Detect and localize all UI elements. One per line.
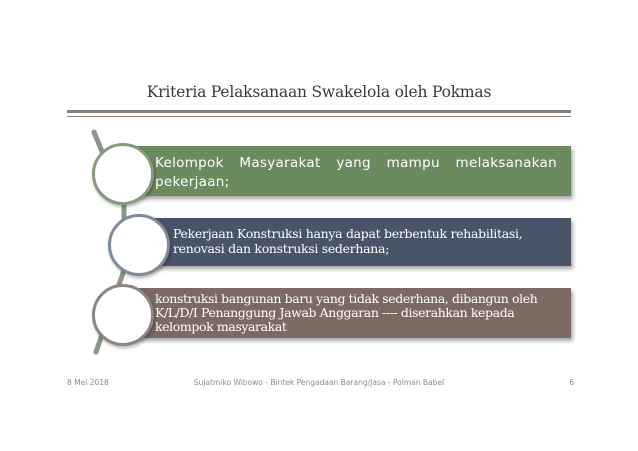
criteria-item-2: Pekerjaan Konstruksi hanya dapat berbentuk rehabilitasi, renovasi dan konstruksi sederhana;: [133, 218, 571, 266]
criteria-item-1: Kelompok Masyarakat yang mampu melaksanakan pekerjaan;: [133, 146, 571, 196]
bullet-circle-2: [108, 214, 170, 276]
footer-date: 8 Mei 2018: [67, 378, 109, 387]
page-number: 6: [569, 378, 574, 387]
bullet-circle-1: [92, 143, 154, 205]
footer-author: Sujatmiko Wibowo - Bintek Pengadaan Barang/Jasa - Polman Babel: [193, 378, 445, 387]
criteria-item-3: konstruksi bangunan baru yang tidak sederhana, dibangun oleh K/L/D/I Penanggung Jawab Anggaran ---- diserahkan kepada kelompok masyarakat: [133, 288, 571, 338]
bullet-circle-3: [92, 284, 154, 346]
slide-title: Kriteria Pelaksanaan Swakelola oleh Pokmas: [146, 83, 492, 101]
